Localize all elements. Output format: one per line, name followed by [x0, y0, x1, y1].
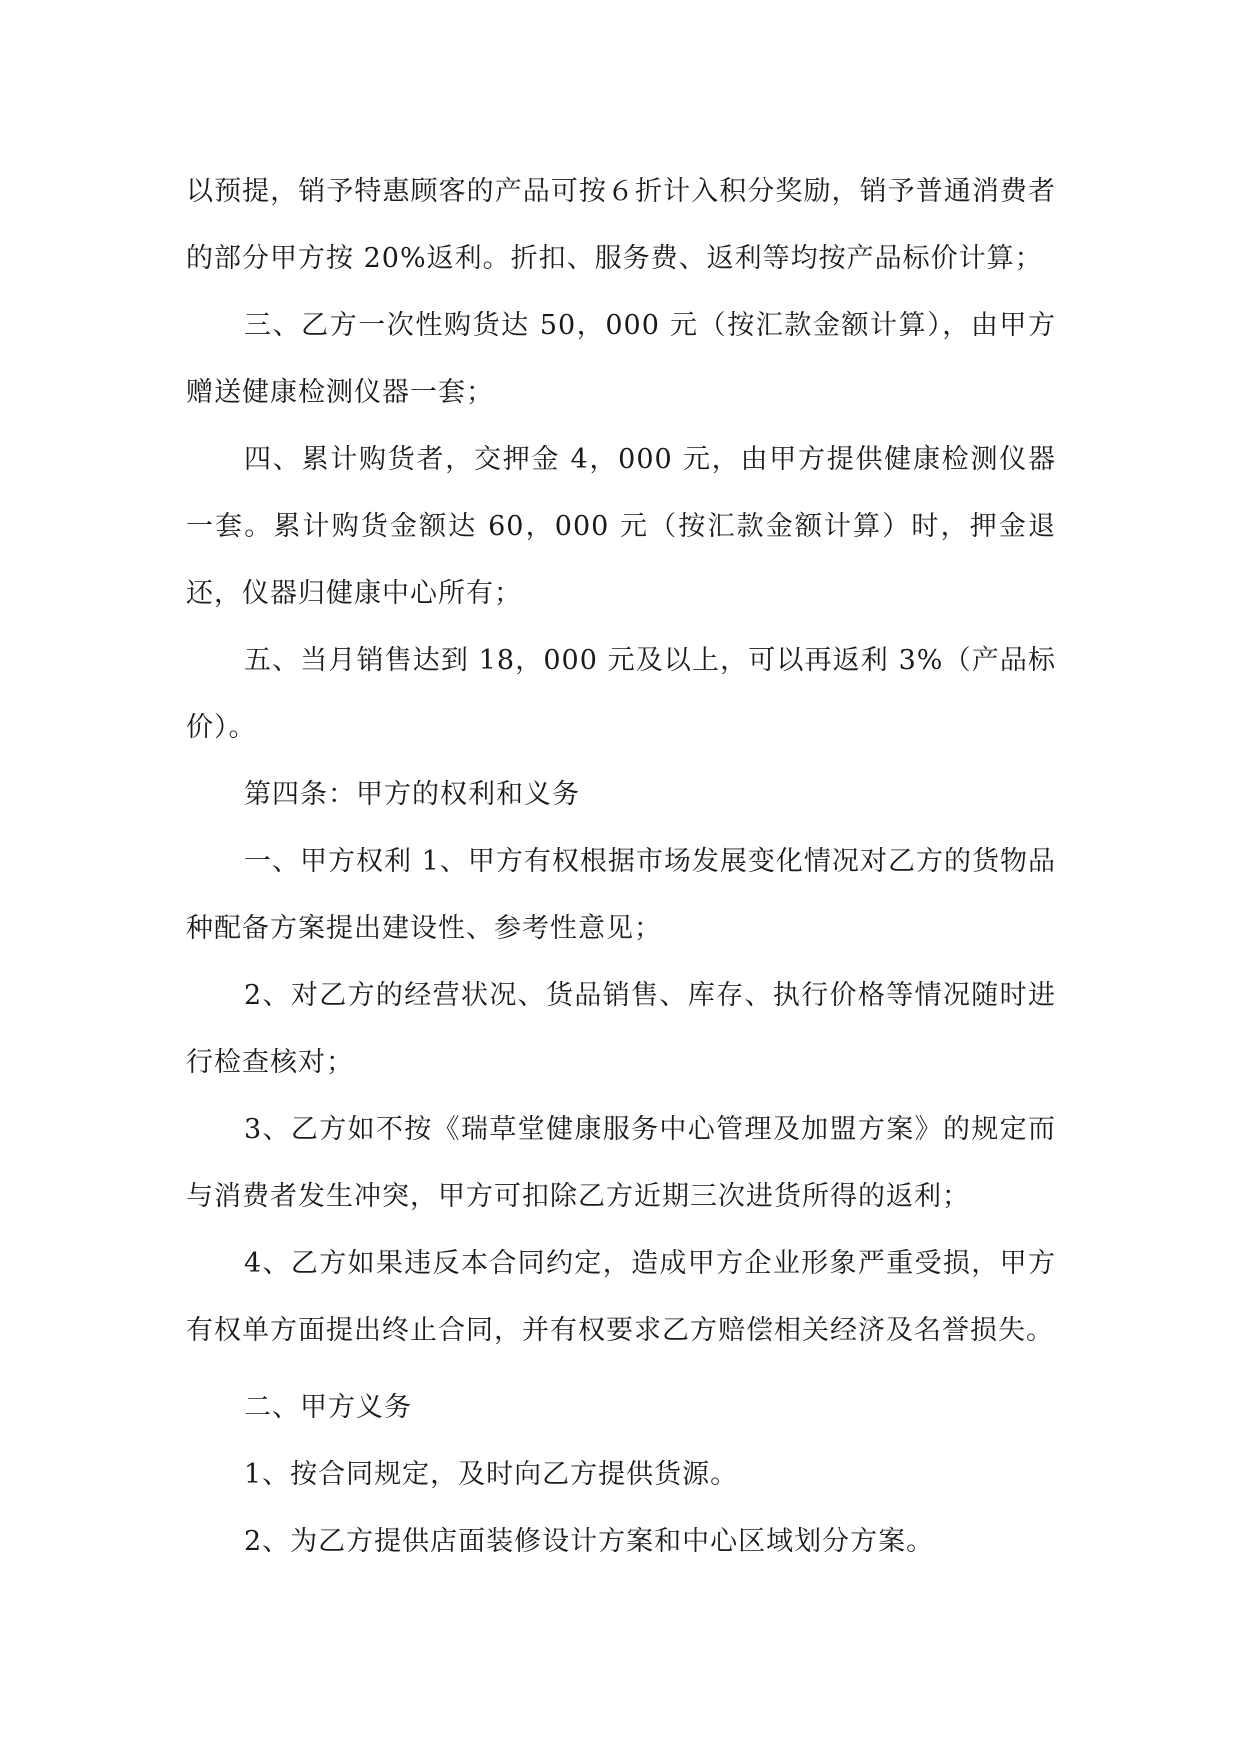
paragraph-obligation-1: 1、按合同规定，及时向乙方提供货源。 [244, 1459, 739, 1490]
paragraph-rights-4: 4、乙方如果违反本合同约定，造成甲方企业形象严重受损，甲方有权单方面提出终止合同，并有权要求乙方赔偿相关经济及名誉损失。 [186, 1248, 1056, 1346]
paragraph-rights-1: 一、甲方权利 1、甲方有权根据市场发展变化情况对乙方的货物品种配备方案提出建设性、参考性意见； [186, 846, 1056, 944]
paragraph-rights-3: 3、乙方如不按《瑞草堂健康服务中心管理及加盟方案》的规定而与消费者发生冲突，甲方可扣除乙方近期三次进货所得的返利； [186, 1114, 1056, 1212]
paragraph-clause-4: 四、累计购货者，交押金 4，000 元，由甲方提供健康检测仪器一套。累计购货金额达 60，000 元（按汇款金额计算）时，押金退还，仪器归健康中心所有； [186, 444, 1056, 609]
section-heading-article-4: 第四条：甲方的权利和义务 [244, 779, 580, 810]
document-page [186, 158, 1056, 1575]
paragraph-clause-5: 五、当月销售达到 18，000 元及以上，可以再返利 3%（产品标价）。 [186, 645, 1056, 743]
paragraph-continuation: 以预提，销予特惠顾客的产品可按６折计入积分奖励，销予普通消费者的部分甲方按 20%返利。折扣、服务费、返利等均按产品标价计算； [186, 176, 1056, 274]
paragraph-clause-3: 三、乙方一次性购货达 50，000 元（按汇款金额计算），由甲方赠送健康检测仪器一套； [186, 310, 1056, 408]
section-heading-obligations: 二、甲方义务 [244, 1392, 412, 1423]
paragraph-obligation-2: 2、为乙方提供店面装修设计方案和中心区域划分方案。 [244, 1526, 935, 1557]
paragraph-rights-2: 2、对乙方的经营状况、货品销售、库存、执行价格等情况随时进行检查核对； [186, 980, 1056, 1078]
